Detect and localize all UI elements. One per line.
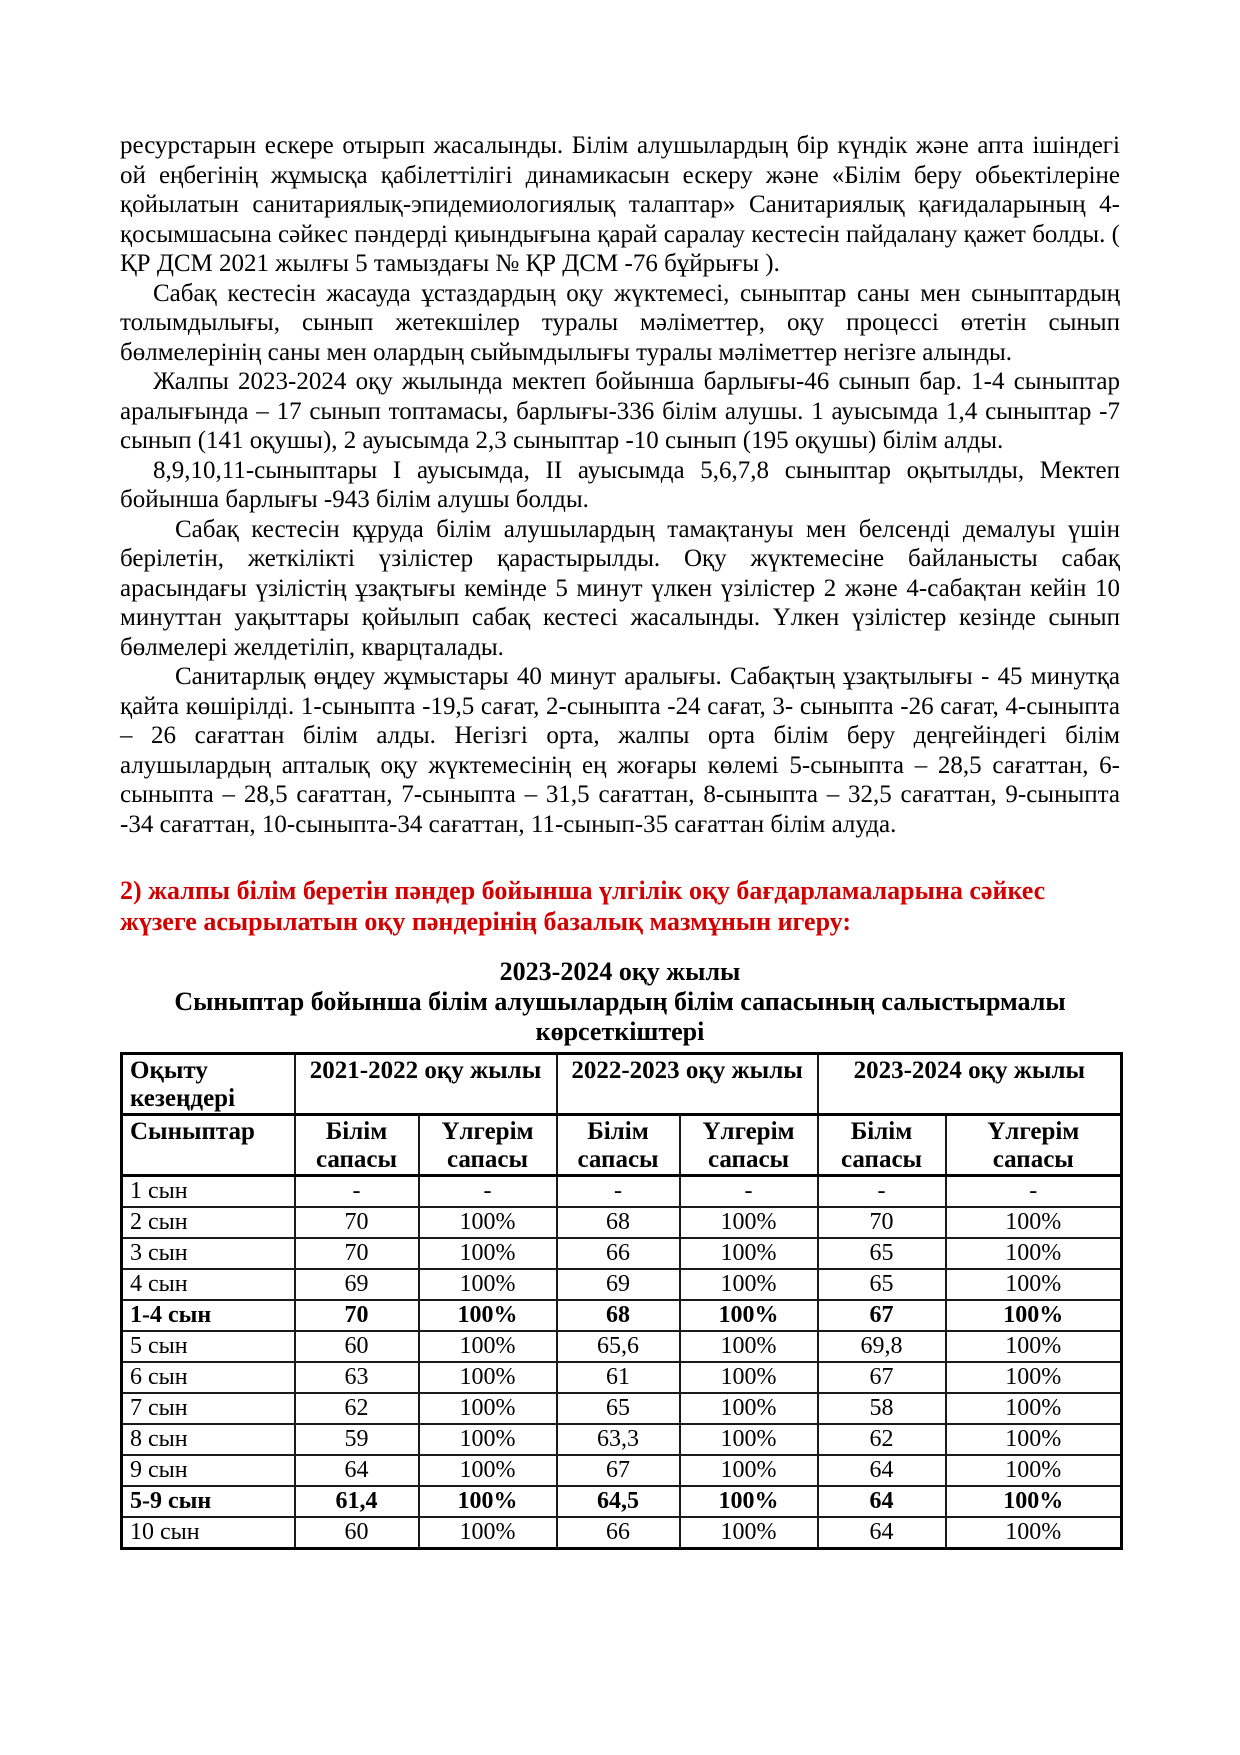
row-label-cell: 2 сын [122,1207,295,1238]
data-cell: 62 [295,1393,419,1424]
data-cell: 100% [419,1331,557,1362]
row-label-cell: 1 сын [122,1176,295,1208]
data-cell: 67 [818,1300,946,1331]
body-paragraph: Сабақ кестесін құруда білім алушылардың тамақтануы мен белсенді демалуы үшін берілетін, жеткілікті үзілістер қарастырылды. Оқу жүктемесіне байланысты сабақ арасындағы үзілістің ұзақтығы кемінде 5 минут үлкен үзілістер 2 және 4-сабақтан кейін 10 минуттан уақыттары қойылып сабақ кестесі жасалынды. Үлкен үзілістер кезінде сынып бөлмелері желдетіліп, кварцталады. [120,515,1120,661]
data-cell: 70 [295,1238,419,1269]
table-row [122,1269,1122,1300]
table-row [122,1424,1122,1455]
data-cell: 100% [946,1486,1122,1517]
table-title-line: 2023-2024 оқу жылы [499,957,741,986]
data-cell: 70 [295,1207,419,1238]
table-title-line: Сыныптар бойынша білім алушылардың білім сапасының салыстырмалы [174,987,1066,1016]
row-label-cell: 10 сын [122,1517,295,1549]
table-row [122,1455,1122,1486]
table-row [122,1331,1122,1362]
header-cell: 2023-2024 оқу жылы [818,1054,1122,1115]
header-cell: Үлгерім сапасы [419,1115,557,1176]
data-cell: 100% [946,1207,1122,1238]
row-label-cell: 1-4 сын [122,1300,295,1331]
data-cell: 100% [419,1424,557,1455]
data-cell: 100% [946,1424,1122,1455]
section-heading: 2) жалпы білім беретін пәндер бойынша үлгілік оқу бағдарламаларына сәйкес жүзеге асырылатын оқу пәндерінің базалық мазмұнын игеру: [120,876,1046,936]
data-cell: 69 [295,1269,419,1300]
row-label-cell: 8 сын [122,1424,295,1455]
table-row [122,1238,1122,1269]
body-text-block [120,131,1120,839]
data-cell: 100% [419,1393,557,1424]
header-cell: Үлгерім сапасы [946,1115,1122,1176]
table-row [122,1207,1122,1238]
data-cell: 100% [946,1331,1122,1362]
header-cell: Оқыту кезеңдері [122,1054,295,1115]
data-cell: 100% [680,1486,818,1517]
data-cell: - [295,1176,419,1208]
table-title [120,957,1120,1047]
data-cell: 100% [946,1238,1122,1269]
body-paragraph: Жалпы 2023-2024 оқу жылында мектеп бойынша барлығы-46 сынып бар. 1-4 сыныптар аралығында – 17 сынып топтамасы, барлығы-336 білім алушы. 1 ауысымда 1,4 сыныптар -7 сынып (141 оқушы), 2 ауысымда 2,3 сыныптар -10 сынып (195 оқушы) білім алды. [120,368,1120,454]
data-cell: 100% [680,1362,818,1393]
data-cell: 100% [419,1517,557,1549]
data-cell: 65 [818,1269,946,1300]
data-cell: 63,3 [557,1424,680,1455]
data-cell: 70 [818,1207,946,1238]
data-cell: 64 [818,1517,946,1549]
data-cell: 58 [818,1393,946,1424]
body-paragraph: Санитарлық өңдеу жұмыстары 40 минут аралығы. Сабақтың ұзақтылығы - 45 минутқа қайта көшірілді. 1-сыныпта -19,5 сағат, 2-сыныпта -24 сағат, 3- сыныпта -26 сағат, 4-сыныпта – 26 сағаттан білім алды. Негізгі орта, жалпы орта білім беру деңгейіндегі білім алушылардың апталық оқу жүктемесінің ең жоғары көлемі 5-сыныпта – 28,5 сағаттан, 6-сыныпта – 28,5 сағаттан, 7-сыныпта – 31,5 сағаттан, 8-сыныпта – 32,5 сағаттан, 9-сыныпта -34 сағаттан, 10-сыныпта-34 сағаттан, 11-сынып-35 сағаттан білім алуда. [120,663,1120,838]
data-cell: - [419,1176,557,1208]
table-row [122,1517,1122,1549]
data-cell: 64 [818,1455,946,1486]
data-cell: 100% [680,1424,818,1455]
header-cell: 2021-2022 оқу жылы [295,1054,557,1115]
data-cell: 60 [295,1517,419,1549]
data-cell: 100% [680,1238,818,1269]
data-cell: 100% [946,1300,1122,1331]
data-cell: 64,5 [557,1486,680,1517]
data-cell: 100% [419,1269,557,1300]
data-cell: 100% [419,1455,557,1486]
data-cell: 100% [946,1455,1122,1486]
body-paragraph: 8,9,10,11-сыныптары I ауысымда, II ауысымда 5,6,7,8 сыныптар оқытылды, Мектеп бойынша барлығы -943 білім алушы болды. [120,456,1120,513]
data-cell: 100% [680,1207,818,1238]
body-paragraph: Сабақ кестесін жасауда ұстаздардың оқу жүктемесі, сыныптар саны мен сыныптардың толымдылығы, сынып жетекшілер туралы мәліметтер, оқу процессі өтетін сынып бөлмелерінің саны мен олардың сыйымдылығы туралы мәліметтер негізге алынды. [120,279,1120,366]
data-cell: 59 [295,1424,419,1455]
data-cell: 100% [419,1300,557,1331]
data-cell: 100% [680,1393,818,1424]
data-cell: - [818,1176,946,1208]
row-label-cell: 6 сын [122,1362,295,1393]
table-row [122,1362,1122,1393]
data-cell: 100% [946,1269,1122,1300]
data-cell: - [557,1176,680,1208]
data-cell: 100% [680,1300,818,1331]
quality-table [120,1052,1123,1550]
header-cell: Білім сапасы [295,1115,419,1176]
table-title-line: көрсеткіштері [535,1017,705,1046]
table-row-summary [122,1300,1122,1331]
row-label-cell: 5-9 сын [122,1486,295,1517]
table-row [122,1393,1122,1424]
data-cell: 100% [946,1517,1122,1549]
data-cell: 69 [557,1269,680,1300]
data-cell: 61 [557,1362,680,1393]
data-cell: 100% [419,1238,557,1269]
data-cell: 68 [557,1300,680,1331]
header-cell: Үлгерім сапасы [680,1115,818,1176]
data-cell: 70 [295,1300,419,1331]
data-cell: 100% [680,1269,818,1300]
row-label-cell: 4 сын [122,1269,295,1300]
table-row-summary [122,1486,1122,1517]
data-cell: 100% [419,1486,557,1517]
data-cell: 64 [818,1486,946,1517]
data-cell: 100% [680,1517,818,1549]
row-label-cell: 9 сын [122,1455,295,1486]
data-cell: 67 [818,1362,946,1393]
data-cell: 65 [818,1238,946,1269]
row-label-cell: 7 сын [122,1393,295,1424]
data-cell: 61,4 [295,1486,419,1517]
data-cell: 67 [557,1455,680,1486]
data-cell: 66 [557,1238,680,1269]
table-row [122,1176,1122,1208]
data-cell: 66 [557,1517,680,1549]
data-cell: 100% [680,1331,818,1362]
data-cell: 62 [818,1424,946,1455]
data-cell: 68 [557,1207,680,1238]
data-cell: - [680,1176,818,1208]
header-cell: Сыныптар [122,1115,295,1176]
data-cell: 63 [295,1362,419,1393]
row-label-cell: 3 сын [122,1238,295,1269]
data-cell: 100% [946,1393,1122,1424]
data-cell: 100% [419,1207,557,1238]
data-cell: 64 [295,1455,419,1486]
data-cell: 65 [557,1393,680,1424]
data-cell: 69,8 [818,1331,946,1362]
header-cell: Білім сапасы [818,1115,946,1176]
header-cell: 2022-2023 оқу жылы [557,1054,818,1115]
header-cell: Білім сапасы [557,1115,680,1176]
data-cell: 60 [295,1331,419,1362]
body-paragraph: ресурстарын ескере отырып жасалынды. Білім алушылардың бір күндік және апта ішіндегі ой еңбегінің жұмысқа қабілеттілігі динамикасын ескеру және «Білім беру обьектілеріне қойылатын санитариялық-эпидемиологиялық талаптар» Санитариялық қағидаларының 4-қосымшасына сәйкес пәндерді қиындығына қарай саралау кестесін пайдалану қажет болды. ( ҚР ДСМ 2021 жылғы 5 тамыздағы № ҚР ДСМ -76 бұйрығы ). [120,132,1120,277]
table-header-row-years [122,1054,1122,1115]
data-cell: - [946,1176,1122,1208]
data-cell: 100% [680,1455,818,1486]
row-label-cell: 5 сын [122,1331,295,1362]
data-cell: 100% [419,1362,557,1393]
data-cell: 100% [946,1362,1122,1393]
data-cell: 65,6 [557,1331,680,1362]
table-header-row-metrics [122,1115,1122,1176]
